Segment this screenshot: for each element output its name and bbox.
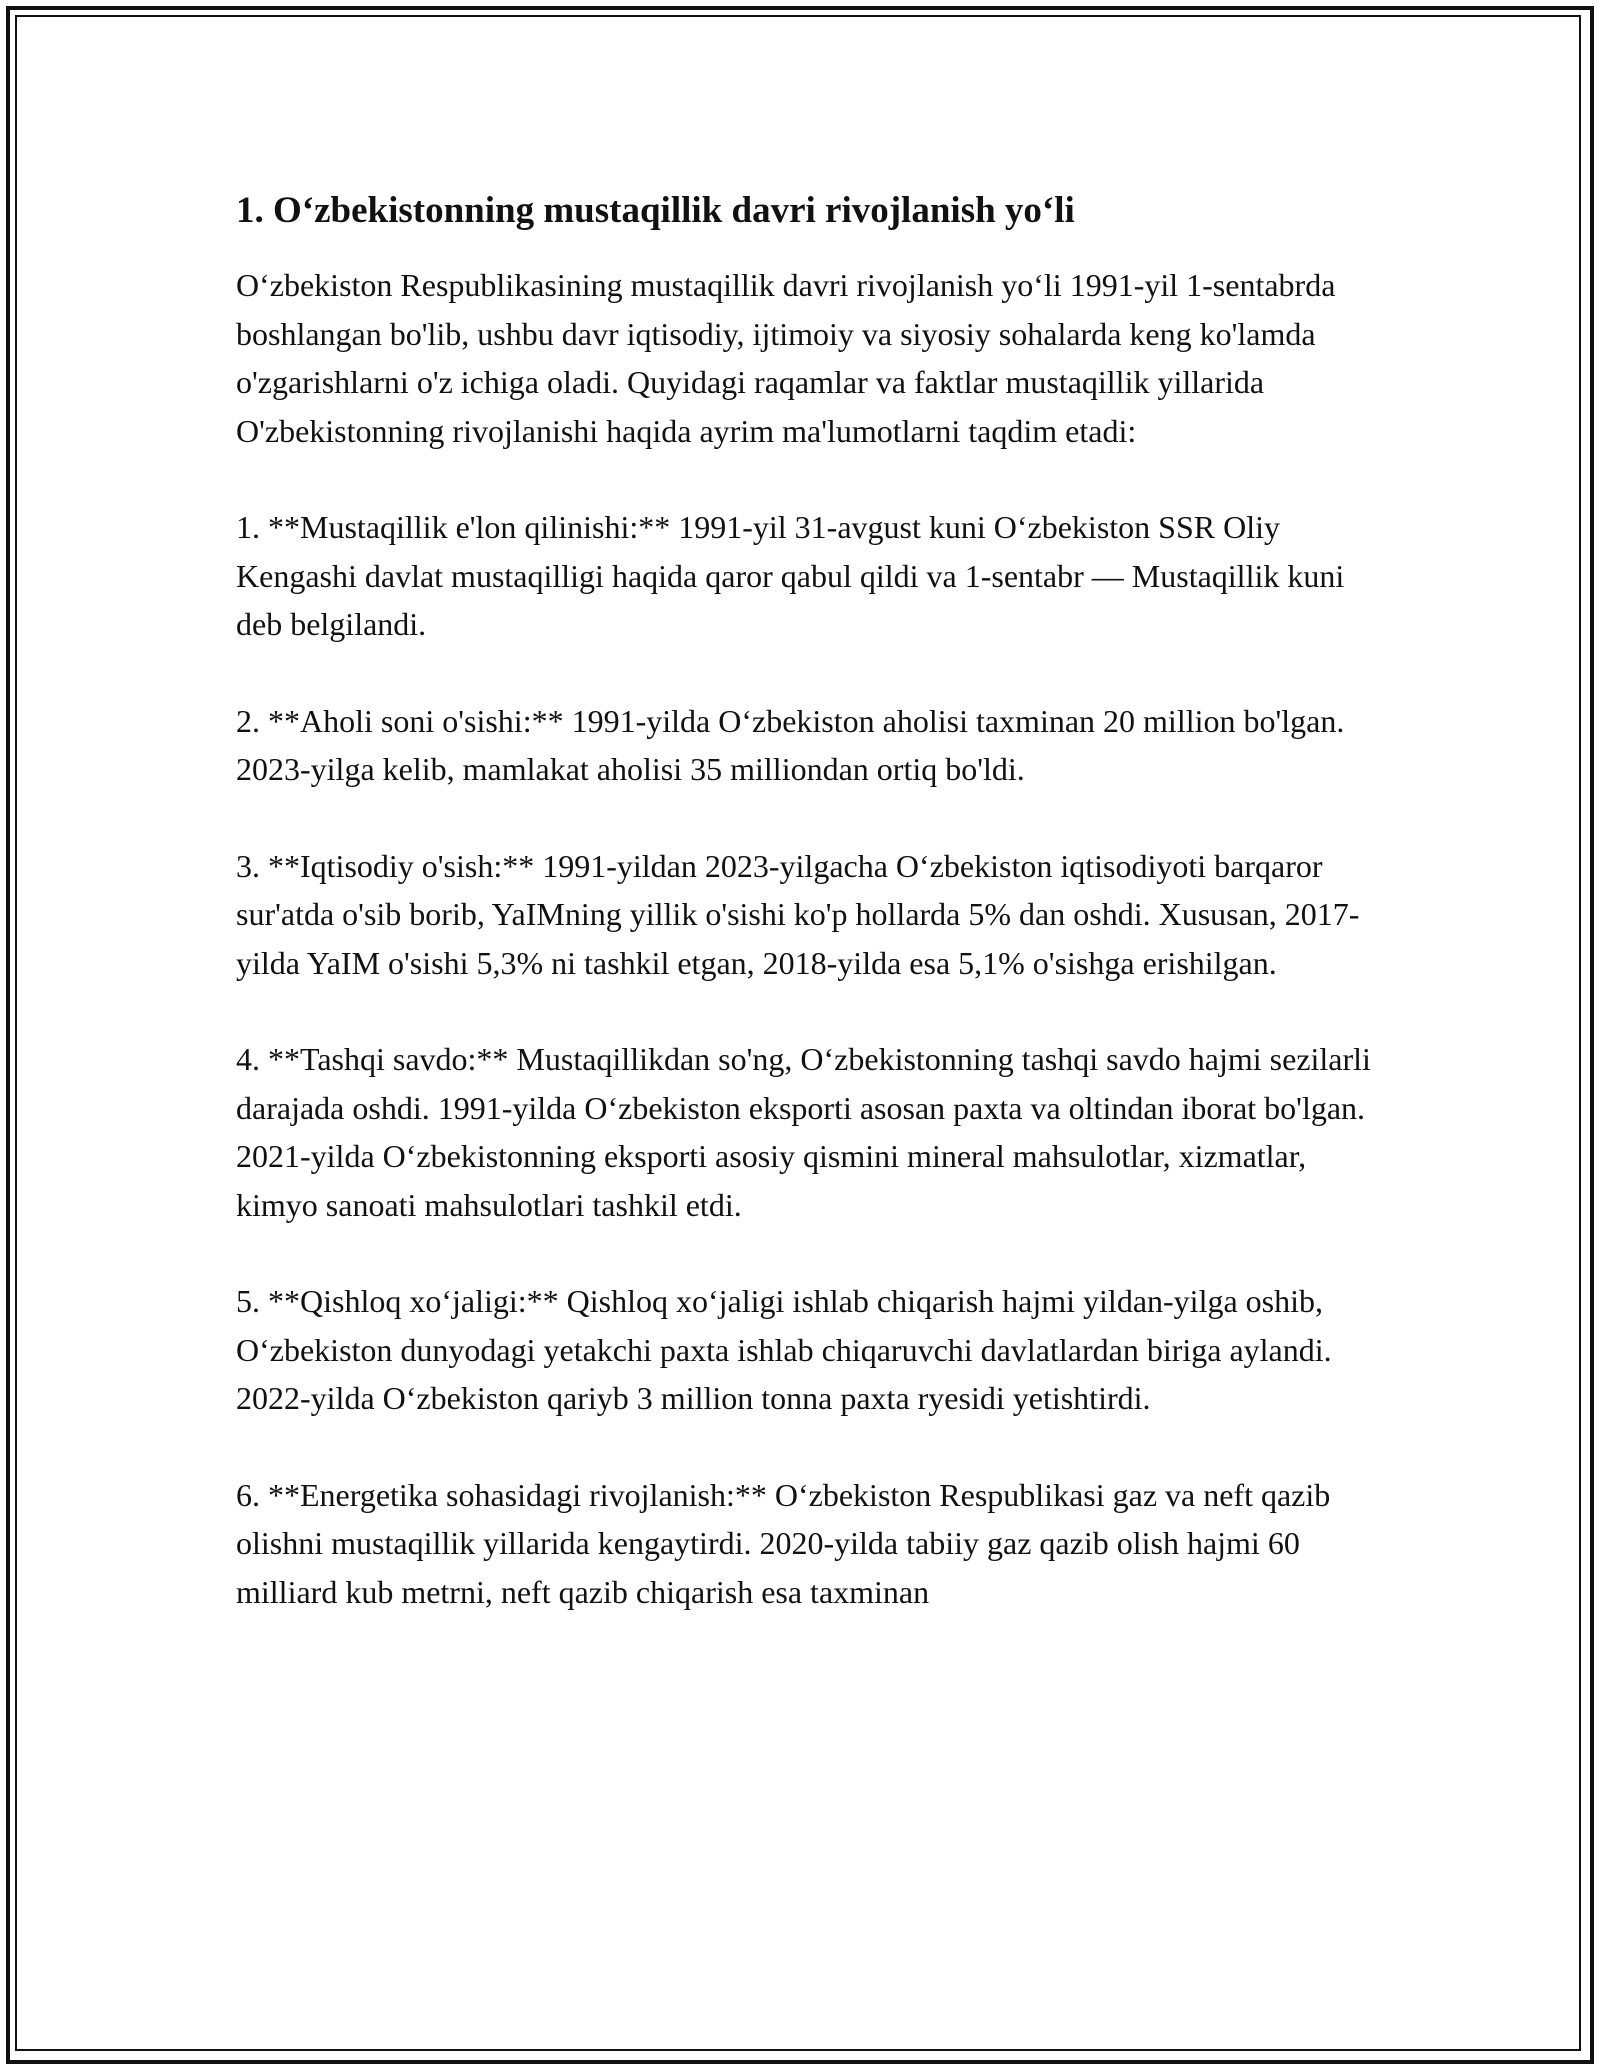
- item-energy-development: 6. **Energetika sohasidagi rivojlanish:** O‘zbekiston Respublikasi gaz va neft qazib olishni mustaqillik yillarida kengaytirdi. 2020-yilda tabiiy gaz qazib olish hajmi 60 milliard kub metrni, neft qazib chiqarish esa taxminan: [236, 1476, 1331, 1610]
- section-heading: 1. O‘zbekistonning mustaqillik davri rivojlanish yo‘li: [236, 190, 1075, 231]
- intro-paragraph: O‘zbekiston Respublikasining mustaqillik davri rivojlanish yo‘li 1991-yil 1-sentabrda boshlangan bo'lib, ushbu davr iqtisodiy, ijtimoiy va siyosiy sohalarda keng ko'lamda o'zgarishlarni o'z ichiga oladi. Quyidagi raqamlar va faktlar mustaqillik yillarida O'zbekistonning rivojlanishi haqida ayrim ma'lumotlarni taqdim etadi:: [236, 267, 1336, 449]
- item-population-growth: 2. **Aholi soni o'sishi:** 1991-yilda O‘zbekiston aholisi taxminan 20 million bo'lgan. 2023-yilga kelib, mamlakat aholisi 35 milliondan ortiq bo'ldi.: [236, 702, 1345, 787]
- item-economic-growth: 3. **Iqtisodiy o'sish:** 1991-yildan 2023-yilgacha O‘zbekiston iqtisodiyoti barqaror sur'atda o'sib borib, YaIMning yillik o'sishi ko'p hollarda 5% dan oshdi. Xususan, 2017-yilda YaIM o'sishi 5,3% ni tashkil etgan, 2018-yilda esa 5,1% o'sishga erishilgan.: [236, 847, 1360, 981]
- item-foreign-trade: 4. **Tashqi savdo:** Mustaqillikdan so'ng, O‘zbekistonning tashqi savdo hajmi sezilarli darajada oshdi. 1991-yilda O‘zbekiston eksporti asosan paxta va oltindan iborat bo'lgan. 2021-yilda O‘zbekistonning eksporti asosiy qismini mineral mahsulotlar, xizmatlar, kimyo sanoati mahsulotlari tashkil etdi.: [236, 1041, 1371, 1223]
- item-agriculture: 5. **Qishloq xo‘jaligi:** Qishloq xo‘jaligi ishlab chiqarish hajmi yildan-yilga oshib, O‘zbekiston dunyodagi yetakchi paxta ishlab chiqaruvchi davlatlardan biriga aylandi. 2022-yilda O‘zbekiston qariyb 3 million tonna paxta ryesidi yetishtirdi.: [236, 1283, 1332, 1416]
- item-independence-declaration: 1. **Mustaqillik e'lon qilinishi:** 1991-yil 31-avgust kuni O‘zbekiston SSR Oliy Kengashi davlat mustaqilligi haqida qaror qabul qildi va 1-sentabr — Mustaqillik kuni deb belgilandi.: [236, 509, 1345, 642]
- document-body: [236, 187, 1376, 1664]
